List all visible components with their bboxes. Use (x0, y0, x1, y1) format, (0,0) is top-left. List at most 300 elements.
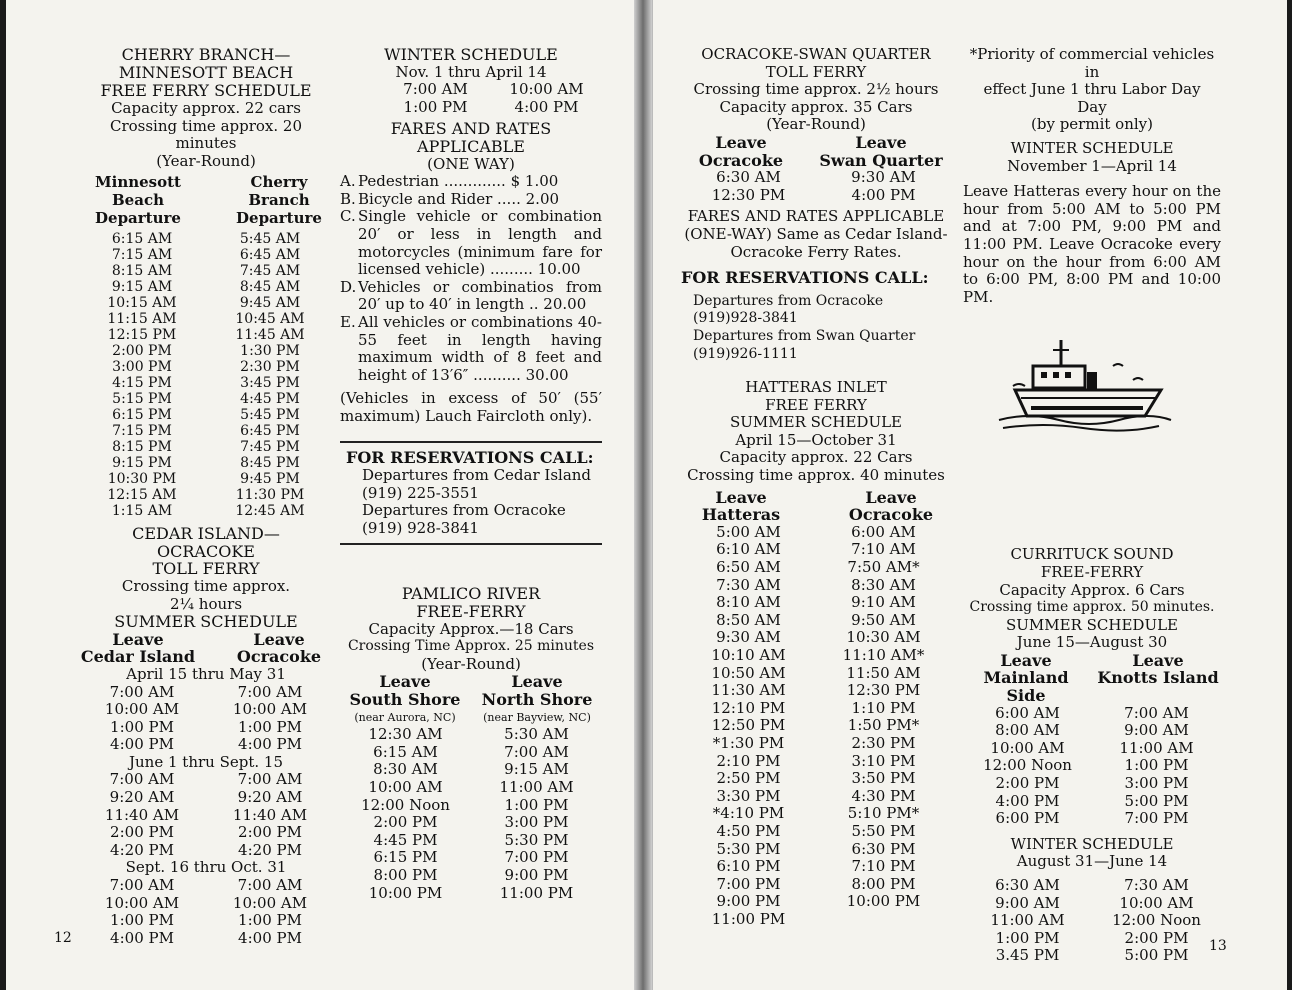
season-label: June 1 thru Sept. 15 (129, 752, 283, 771)
swan-fares: (ONE-WAY) Same as Cedar Island- (684, 224, 948, 243)
departure-time-left: 12:15 PM (107, 327, 177, 344)
departure-time-left: 8:15 AM (111, 263, 173, 280)
left-column-2 (340, 46, 602, 902)
departure-time-left: 10:50 AM (711, 663, 786, 682)
schedule-row (681, 770, 951, 788)
departure-time-left: 8:15 PM (112, 439, 172, 456)
departure-time-left: 6:15 AM (111, 231, 173, 248)
departure-time-left: 10:00 AM (104, 893, 180, 912)
departure-time-left: 2:10 PM (716, 751, 781, 770)
cedar-head-left: Cedar Island (80, 647, 196, 667)
cedar-crossing-hours: 2¼ hours (169, 594, 243, 613)
departure-time-left: 4:50 PM (716, 821, 781, 840)
departure-time-left: 10:00 PM (368, 883, 443, 902)
departure-time-right: 1:10 PM (851, 698, 916, 717)
schedule-row (380, 81, 602, 99)
hatteras-head-left: Hatteras (701, 505, 781, 525)
schedule-row (78, 701, 334, 719)
fares-title: APPLICABLE (417, 136, 525, 156)
departure-time-right: 3:45 PM (240, 375, 300, 392)
currituck-winter-schedule (963, 877, 1221, 965)
currituck-head-right: Leave (1132, 650, 1184, 670)
departure-time-left: 12:15 AM (107, 487, 177, 504)
departure-time-right: 1:00 PM (238, 911, 302, 930)
fares-section (340, 120, 602, 425)
fare-item (340, 191, 602, 209)
fare-item (340, 208, 602, 278)
departure-time-right: 10:45 AM (235, 311, 305, 328)
cherry-col1-head: Minnesott (95, 173, 181, 192)
departure-time-left: 5:15 PM (112, 391, 172, 408)
schedule-row (380, 99, 602, 117)
reservation-phone: (919) 928-3841 (362, 518, 479, 537)
season-label: April 15 thru May 31 (126, 664, 286, 683)
page-number: 12 (54, 930, 72, 946)
departure-time-right: 9:15 AM (504, 760, 569, 779)
departure-time-left: 7:30 AM (716, 575, 781, 594)
priority-line: Day (1077, 97, 1107, 116)
schedule-row (963, 895, 1221, 913)
cherry-headers (78, 174, 334, 227)
departure-time-right: 5:50 PM (851, 821, 916, 840)
departure-time-right: 7:30 AM (1124, 876, 1189, 894)
departure-time-left: 11:15 AM (107, 311, 177, 328)
departure-time-left: 8:00 PM (373, 865, 438, 884)
cherry-branch-section (78, 46, 334, 519)
priority-line: *Priority of commercial vehicles in (969, 45, 1215, 81)
schedule-row (78, 736, 334, 754)
departure-time-left: 6:15 AM (373, 742, 438, 761)
schedule-row (78, 684, 334, 702)
hatteras-headers (681, 489, 951, 524)
cedar-head-right: Leave (253, 629, 305, 649)
departure-time-right: 8:00 PM (851, 874, 916, 893)
schedule-row (963, 947, 1221, 965)
departure-time-right: 4:00 PM (851, 185, 916, 204)
departure-time-left: 8:30 AM (373, 760, 438, 779)
schedule-row (681, 876, 951, 894)
departure-time-right: 4:45 PM (240, 391, 300, 408)
departure-time-right: 4:00 PM (514, 97, 579, 116)
schedule-row (78, 471, 334, 487)
cherry-col1-head: Beach (112, 190, 164, 209)
departure-time-left: 10:00 AM (990, 738, 1065, 757)
ferry-boat-icon (993, 336, 1173, 436)
reservation-line: Departures from Cedar Island (362, 466, 592, 485)
swan-title: OCRACOKE-SWAN QUARTER (701, 45, 931, 63)
cherry-schedule (78, 231, 334, 519)
reservation-line: Departures from Swan Quarter (693, 327, 916, 344)
departure-time-right: 8:30 AM (851, 575, 916, 594)
schedule-row (963, 930, 1221, 948)
departure-time-left: 6:30 AM (995, 876, 1060, 894)
departure-time-left: 4:00 PM (110, 928, 174, 947)
departure-time-right: 2:30 PM (851, 733, 916, 752)
pamlico-title: FREE-FERRY (416, 602, 526, 622)
departure-time-right: 2:00 PM (238, 823, 302, 842)
departure-time-left: 3.45 PM (995, 946, 1060, 965)
cedar-title-line2: OCRACOKE (157, 541, 255, 561)
cherry-title-line2: MINNESOTT BEACH (118, 63, 294, 82)
departure-time-right: 9:00 AM (1124, 721, 1189, 740)
departure-time-left: 4:15 PM (112, 375, 172, 392)
schedule-row (78, 824, 334, 842)
schedule-row (78, 503, 334, 519)
departure-time-right: 3:00 PM (1124, 774, 1189, 793)
pamlico-head-right: Leave (511, 672, 563, 692)
schedule-row (78, 391, 334, 407)
departure-time-right: 7:50 AM* (847, 558, 920, 577)
departure-time-right: 9:00 PM (504, 865, 569, 884)
departure-time-right: 3:00 PM (504, 813, 569, 832)
departure-time-left: 9:00 PM (716, 892, 781, 911)
departure-time-right: 7:00 AM (237, 770, 303, 789)
cedar-head-right: Ocracoke (236, 647, 322, 667)
schedule-row (681, 629, 951, 647)
departure-time-right: 4:20 PM (238, 840, 302, 859)
reservations-title: FOR RESERVATIONS CALL: (681, 268, 929, 288)
pamlico-head-left: Leave (379, 672, 431, 692)
schedule-row (681, 559, 951, 577)
schedule-row (340, 726, 602, 744)
fare-text: All vehicles or combinations 40-55 feet in length having maximum width of 8 feet and height of 13′6″ .......... 30.00 (358, 312, 602, 384)
departure-time-left: 9:20 AM (109, 788, 175, 807)
departure-time-right: 11:00 AM (1119, 738, 1194, 757)
reservation-line: Departures from Ocracoke (362, 501, 566, 520)
departure-time-left: 12:30 PM (711, 185, 786, 204)
schedule-row (340, 814, 602, 832)
currituck-summer: SUMMER SCHEDULE (1005, 615, 1178, 634)
departure-time-right: 11:00 AM (499, 777, 574, 796)
pamlico-year-round: (Year-Round) (421, 654, 521, 673)
priority-line: (by permit only) (1031, 115, 1153, 134)
schedule-row (681, 805, 951, 823)
departure-time-right: 4:00 PM (238, 735, 302, 754)
reservation-phone: (919)926-1111 (693, 345, 798, 362)
swan-head-right: Swan Quarter (819, 150, 943, 170)
cedar-title-line1: CEDAR ISLAND— (132, 524, 280, 544)
departure-time-left: 1:00 PM (995, 928, 1060, 947)
schedule-row (681, 717, 951, 735)
pamlico-head-left: South Shore (349, 690, 461, 709)
departure-time-right: 8:45 AM (239, 279, 301, 296)
schedule-row (78, 263, 334, 279)
departure-time-right: 7:00 AM (237, 682, 303, 701)
fare-text: Vehicles or combinatios from 20′ up to 40′ in length .. 20.00 (358, 277, 602, 314)
schedule-row (963, 722, 1221, 740)
cherry-crossing: Crossing time approx. 20 minutes (109, 116, 303, 153)
departure-time-right: 11:45 AM (235, 327, 305, 344)
departure-time-right: 7:00 AM (504, 742, 569, 761)
departure-time-left: 7:00 AM (109, 770, 175, 789)
winter-heading: WINTER SCHEDULE (384, 45, 558, 64)
reservation-phone: (919) 225-3551 (362, 483, 479, 502)
departure-time-left: 12:50 PM (711, 716, 786, 735)
schedule-row (78, 327, 334, 343)
schedule-row (78, 359, 334, 375)
schedule-row (963, 793, 1221, 811)
departure-time-left: 2:00 PM (110, 823, 174, 842)
departure-time-left: 11:40 AM (104, 805, 180, 824)
pamlico-section (340, 585, 602, 902)
book-gutter (634, 0, 652, 990)
schedule-row (78, 439, 334, 455)
departure-time-right: 5:30 AM (504, 725, 569, 744)
priority-note (963, 46, 1221, 134)
pamlico-head-right-note: (near Bayview, NC) (483, 710, 591, 724)
departure-time-right: 3:50 PM (851, 769, 916, 788)
departure-time-right: 1:00 PM (238, 717, 302, 736)
departure-time-left: 1:00 PM (110, 717, 174, 736)
departure-time-left: 11:00 AM (990, 911, 1065, 930)
schedule-row (78, 423, 334, 439)
schedule-row (681, 187, 951, 205)
departure-time-left: 2:00 PM (995, 774, 1060, 793)
departure-time-right: 9:45 PM (240, 471, 300, 488)
schedule-row (963, 740, 1221, 758)
schedule-row (78, 343, 334, 359)
swan-crossing: Crossing time approx. 2½ hours (693, 80, 939, 99)
right-column-1 (681, 46, 951, 929)
departure-time-right: 3:10 PM (851, 751, 916, 770)
departure-time-left: 2:00 PM (373, 813, 438, 832)
schedule-row (78, 877, 334, 895)
cherry-title-line1: CHERRY BRANCH— (121, 45, 291, 64)
schedule-row (681, 841, 951, 859)
reservation-line: Departures from Ocracoke (693, 292, 884, 309)
schedule-row (681, 735, 951, 753)
cedar-crossing: Crossing time approx. (121, 576, 291, 595)
swan-title: TOLL FERRY (765, 62, 867, 81)
fare-text: Pedestrian ............. $ 1.00 (358, 172, 559, 191)
reservations-section (340, 449, 602, 537)
schedule-row (681, 788, 951, 806)
departure-time-right: 6:45 PM (240, 423, 300, 440)
fare-letter: B. (340, 189, 356, 208)
departure-time-right: 8:45 PM (240, 455, 300, 472)
departure-time-left: 12:10 PM (711, 698, 786, 717)
departure-time-left: 8:10 AM (716, 593, 781, 612)
schedule-row (681, 612, 951, 630)
schedule-row (340, 779, 602, 797)
departure-time-left: 7:15 PM (112, 423, 172, 440)
cherry-year-round: (Year-Round) (156, 151, 256, 170)
schedule-row (340, 885, 602, 903)
schedule-row (681, 647, 951, 665)
cherry-capacity: Capacity approx. 22 cars (111, 99, 301, 117)
hatteras-title: SUMMER SCHEDULE (729, 413, 902, 432)
swan-quarter-section (681, 46, 951, 261)
departure-time-right: 5:45 PM (240, 407, 300, 424)
departure-time-right: 9:20 AM (237, 788, 303, 807)
schedule-row (340, 849, 602, 867)
departure-time-left: 11:30 AM (711, 681, 786, 700)
fare-letter: A. (340, 172, 356, 191)
cherry-col2-head: Branch (248, 190, 310, 209)
departure-time-left: 7:00 PM (716, 874, 781, 893)
fare-text: Single vehicle or combination 20′ or less in length and motorcycles (minimum fare for licensed vehicle) ......... 10.00 (358, 207, 602, 279)
schedule-row (340, 761, 602, 779)
pamlico-headers (340, 673, 602, 726)
fares-list (340, 173, 602, 384)
page-12 (6, 0, 635, 990)
hatteras-schedule (681, 524, 951, 929)
schedule-row (340, 832, 602, 850)
departure-time-left: 3:00 PM (112, 359, 172, 376)
departure-time-left: 11:00 PM (711, 909, 786, 928)
hatteras-head-right: Leave (865, 487, 917, 507)
departure-time-left: 7:15 AM (111, 247, 173, 264)
fares-title: FARES AND RATES (390, 119, 552, 139)
departure-time-right: 1:50 PM* (847, 716, 920, 735)
departure-time-left: 6:30 AM (716, 168, 781, 187)
fare-letter: D. (340, 277, 357, 296)
departure-time-left: 9:15 AM (111, 279, 173, 296)
schedule-row (78, 375, 334, 391)
hatteras-head-left: Leave (715, 487, 767, 507)
departure-time-right: 11:00 PM (499, 883, 574, 902)
hatteras-title: FREE FERRY (765, 395, 867, 414)
cedar-summer-heading: SUMMER SCHEDULE (114, 612, 298, 632)
swan-fares: FARES AND RATES APPLICABLE (687, 207, 945, 226)
departure-time-left: 6:50 AM (716, 558, 781, 577)
swan-fares: Ocracoke Ferry Rates. (730, 242, 902, 261)
departure-time-left: 9:15 PM (112, 455, 172, 472)
departure-time-right: 2:00 PM (1124, 928, 1189, 947)
currituck-head-left: Mainland Side (983, 668, 1069, 706)
departure-time-left: 1:15 AM (111, 503, 173, 520)
schedule-row (78, 807, 334, 825)
hatteras-winter-text: Leave Hatteras every hour on the hour from 5:00 AM to 5:00 PM and at 7:00 PM, 9:00 PM and 11:00 PM. Leave Ocracoke every hour on the hour from 6:00 AM to 6:00 PM, 8:00 PM and 10:00 PM. (963, 182, 1221, 306)
departure-time-left: 4:20 PM (110, 840, 174, 859)
cedar-schedule (78, 666, 334, 948)
schedule-row (681, 541, 951, 559)
schedule-row (78, 295, 334, 311)
cherry-col2-head: Departure (236, 208, 322, 227)
departure-time-left: 2:50 PM (716, 769, 781, 788)
departure-time-right (816, 911, 951, 929)
cherry-col2-head: Cherry (250, 173, 308, 192)
schedule-row (78, 912, 334, 930)
page-number: 13 (1209, 938, 1227, 954)
swan-head-left: Leave (715, 132, 767, 152)
departure-time-left: *1:30 PM (712, 733, 785, 752)
schedule-row (963, 775, 1221, 793)
departure-time-right: 6:00 AM (851, 522, 916, 541)
departure-time-right: 6:30 PM (851, 839, 916, 858)
winter-dates: Nov. 1 thru April 14 (395, 62, 547, 81)
winter-schedule (340, 81, 602, 116)
currituck-winter-dates: August 31—June 14 (1016, 852, 1168, 871)
currituck-winter: WINTER SCHEDULE (1010, 834, 1174, 853)
schedule-row (78, 455, 334, 471)
departure-time-left: 12:00 Noon (983, 756, 1072, 775)
schedule-row (681, 823, 951, 841)
hatteras-winter-heading: WINTER SCHEDULE (1010, 138, 1174, 157)
schedule-row (340, 797, 602, 815)
schedule-row (681, 682, 951, 700)
departure-time-left: 10:00 AM (368, 777, 443, 796)
schedule-row (340, 867, 602, 885)
departure-time-left: 6:10 AM (716, 540, 781, 559)
schedule-row (78, 930, 334, 948)
departure-time-right: 5:00 PM (1124, 791, 1189, 810)
departure-time-left: 6:00 AM (995, 703, 1060, 722)
reservation-phone: (919)928-3841 (693, 310, 798, 327)
fares-title: (ONE WAY) (427, 154, 515, 173)
departure-time-left: 12:00 Noon (361, 795, 450, 814)
schedule-row (681, 524, 951, 542)
departure-time-right: 4:30 PM (851, 786, 916, 805)
hatteras-winter-dates: November 1—April 14 (1007, 156, 1177, 175)
schedule-row (681, 753, 951, 771)
hatteras-dates: April 15—October 31 (735, 430, 897, 449)
schedule-row (963, 912, 1221, 930)
fares-note: (Vehicles in excess of 50′ (55′ maximum) Lauch Faircloth only). (340, 389, 602, 425)
departure-time-right: 10:30 AM (846, 628, 921, 647)
departure-time-right: 11:40 AM (232, 805, 308, 824)
pamlico-capacity: Capacity Approx.—18 Cars (368, 619, 574, 638)
departure-time-right: 6:45 AM (239, 247, 301, 264)
departure-time-right: 1:30 PM (240, 343, 300, 360)
swan-reservations (681, 269, 951, 363)
departure-time-right: 9:10 AM (851, 593, 916, 612)
departure-time-right: 5:30 PM (504, 830, 569, 849)
departure-time-left: 9:30 AM (716, 628, 781, 647)
hatteras-head-right: Ocracoke (848, 505, 934, 525)
fare-item (340, 173, 602, 191)
departure-time-right: 5:00 PM (1124, 946, 1189, 965)
departure-time-right: 2:30 PM (240, 359, 300, 376)
departure-time-left: 5:30 PM (716, 839, 781, 858)
departure-time-right: 10:00 AM (232, 700, 308, 719)
departure-time-left: 10:00 AM (104, 700, 180, 719)
schedule-row (963, 810, 1221, 828)
currituck-head-right: Knotts Island (1097, 668, 1219, 688)
hatteras-winter (963, 140, 1221, 175)
departure-time-left: 6:00 PM (995, 809, 1060, 828)
departure-time-left: 8:00 AM (995, 721, 1060, 740)
currituck-summer-dates: June 15—August 30 (1016, 633, 1168, 652)
swan-headers (681, 134, 951, 169)
departure-time-right: 7:10 PM (851, 857, 916, 876)
left-column-1 (78, 46, 334, 947)
fare-item (340, 279, 602, 314)
departure-time-right: 7:45 AM (239, 263, 301, 280)
departure-time-right: 9:30 AM (851, 168, 916, 187)
pamlico-title: PAMLICO RIVER (401, 584, 541, 604)
departure-time-right: 9:50 AM (851, 610, 916, 629)
departure-time-right: 10:00 AM (232, 893, 308, 912)
hatteras-capacity: Capacity approx. 22 Cars (719, 448, 913, 467)
departure-time-right: 1:00 PM (504, 795, 569, 814)
departure-time-left: 7:00 AM (403, 80, 468, 99)
departure-time-left: 6:15 PM (112, 407, 172, 424)
departure-time-left: 4:00 PM (110, 735, 174, 754)
departure-time-left: 6:15 PM (373, 848, 438, 867)
schedule-row (963, 877, 1221, 895)
departure-time-left: 1:00 PM (403, 97, 468, 116)
departure-time-right: 11:10 AM* (842, 646, 925, 664)
departure-time-right: 10:00 AM (1119, 893, 1194, 912)
departure-time-left: 3:30 PM (716, 786, 781, 805)
swan-head-right: Leave (855, 132, 907, 152)
departure-time-right: 7:45 PM (240, 439, 300, 456)
reservations-title: FOR RESERVATIONS CALL: (346, 448, 594, 468)
departure-time-right: 11:50 AM (846, 663, 921, 682)
departure-time-right: 7:00 AM (1124, 703, 1189, 722)
departure-time-right: 5:45 AM (239, 231, 301, 248)
